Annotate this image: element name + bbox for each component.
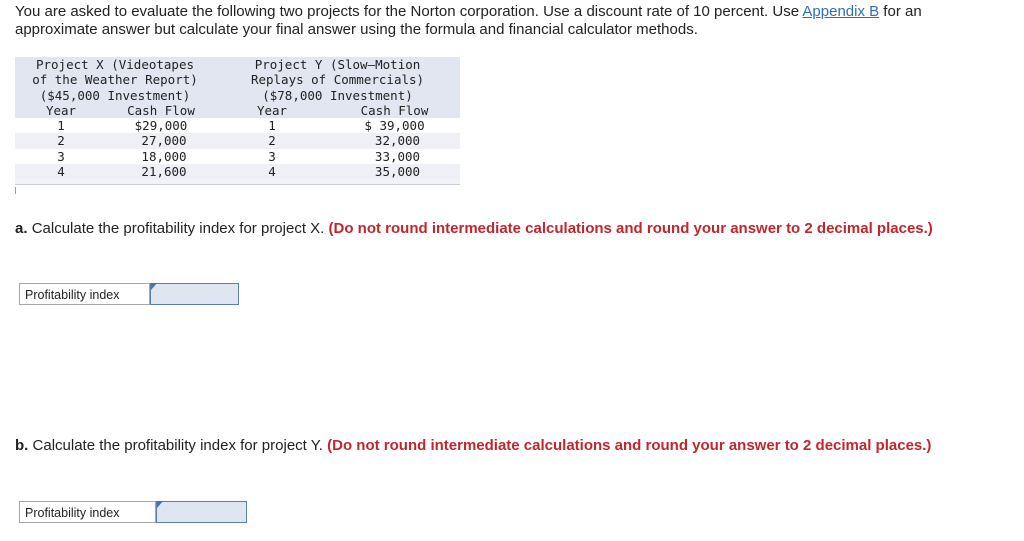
table-row [15, 118, 460, 133]
project-y-title-line1: Project Y (Slow–Motion [254, 57, 421, 72]
part-b-answer-row [19, 501, 247, 523]
table-row [15, 133, 460, 148]
year-y: 4 [268, 164, 276, 180]
part-b-instruction: (Do not round intermediate calculations and round your answer to 2 decimal places.) [327, 437, 932, 454]
intro-text-end: for an approximate answer but calculate your final answer using the formula and financial calculator methods. [15, 3, 922, 38]
project-x-title-line2: of the Weather Report) [32, 72, 198, 88]
part-a-instruction: (Do not round intermediate calculations and round your answer to 2 decimal places.) [328, 220, 933, 237]
cashflow-x: 21,600 [141, 164, 187, 180]
project-x-title-line1: Project X (Videotapes [35, 57, 195, 72]
project-x-investment: ($45,000 Investment) [39, 87, 191, 103]
part-b-text: Calculate the profitability index for project Y. [32, 437, 323, 454]
cashflow-y: 33,000 [374, 148, 421, 164]
question-part-a [15, 220, 975, 238]
input-flag-icon [151, 283, 157, 290]
year-x: 2 [57, 133, 65, 149]
col-header-year-y: Year [256, 102, 288, 118]
question-intro [15, 3, 1005, 39]
year-x: 4 [57, 164, 65, 180]
project-y-investment: ($78,000 Investment) [262, 87, 413, 103]
year-y: 1 [268, 118, 276, 134]
project-y-title-line2: Replays of Commercials) [250, 72, 425, 88]
part-a-text: Calculate the profitability index for project X. [31, 220, 325, 237]
table-row [15, 149, 460, 164]
input-flag-icon [157, 501, 163, 508]
part-a-field-label: Profitability index [19, 283, 150, 305]
year-x: 3 [57, 148, 65, 164]
table-row [15, 164, 460, 179]
year-x: 1 [57, 118, 65, 134]
intro-text: You are asked to evaluate the following two projects for the Norton corporation. Use a discount rate of 10 percent. Use [15, 3, 803, 20]
year-y: 2 [268, 133, 276, 149]
part-b-label: b. [15, 437, 29, 454]
cashflow-x: 27,000 [141, 133, 187, 149]
cashflow-y: 35,000 [374, 164, 421, 180]
col-header-cashflow-y: Cash Flow [360, 102, 429, 118]
appendix-b-link[interactable]: Appendix B [802, 3, 880, 20]
part-b-field-label: Profitability index [19, 501, 156, 523]
part-b-profitability-index-input[interactable] [156, 501, 247, 523]
col-header-cashflow-x: Cash Flow [127, 102, 195, 118]
question-part-b [15, 437, 975, 455]
part-a-profitability-index-input[interactable] [150, 283, 239, 305]
cashflow-y: 32,000 [374, 133, 421, 149]
col-header-year-x: Year [45, 102, 77, 118]
cashflow-x: $29,000 [134, 118, 188, 134]
cashflow-y: $ 39,000 [364, 118, 425, 134]
part-a-label: a. [15, 220, 28, 237]
cash-flow-table [15, 57, 460, 185]
table-left-edge [15, 187, 16, 194]
cashflow-x: 18,000 [141, 148, 187, 164]
table-bottom-border [15, 179, 460, 185]
year-y: 3 [268, 148, 276, 164]
part-a-answer-row [19, 283, 239, 305]
